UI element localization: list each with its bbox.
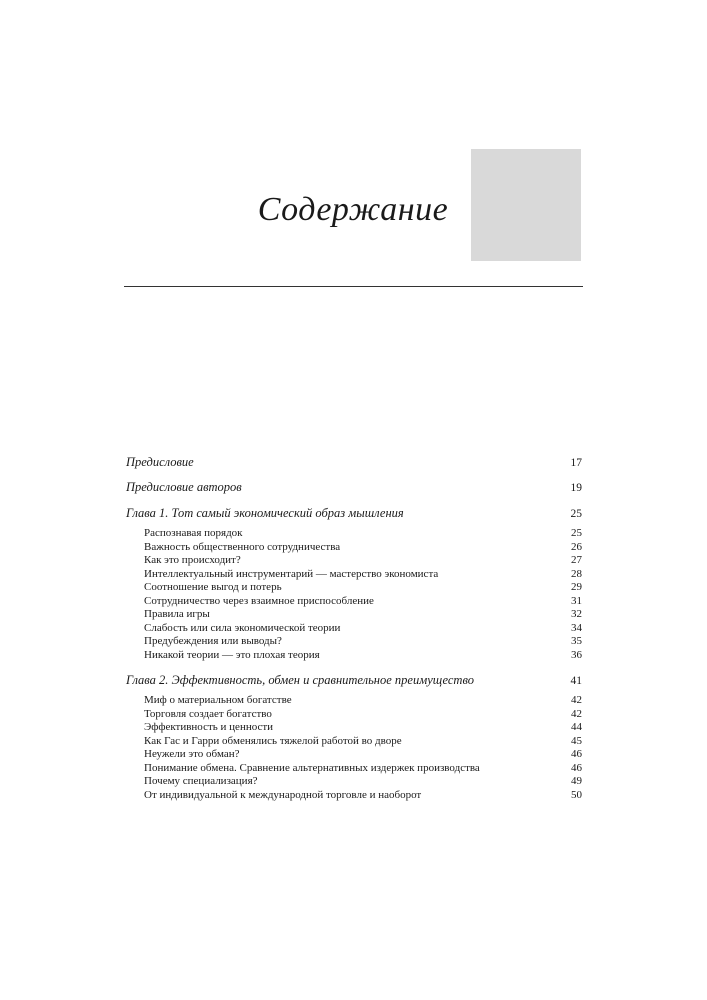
toc-item[interactable] xyxy=(126,608,582,622)
toc-item-label: Распознавая порядок xyxy=(144,527,243,539)
toc-item-page: 49 xyxy=(571,775,582,787)
toc-item[interactable] xyxy=(126,708,582,722)
toc-item[interactable] xyxy=(126,735,582,749)
toc-item-label: Эффективность и ценности xyxy=(144,721,274,733)
toc-item-page: 28 xyxy=(571,567,582,580)
toc-item-page: 44 xyxy=(571,721,582,733)
toc-item[interactable] xyxy=(126,581,582,595)
toc-item[interactable] xyxy=(126,595,582,609)
toc-entry-page: 17 xyxy=(570,457,582,469)
toc-item-page: 42 xyxy=(571,694,582,706)
toc-item[interactable] xyxy=(126,568,582,582)
toc-item-page: 32 xyxy=(571,608,582,620)
toc-item-page: 26 xyxy=(571,540,582,553)
toc-item-page: 50 xyxy=(571,788,582,801)
toc-item-label: Правила игры xyxy=(144,608,210,620)
title-divider xyxy=(124,286,583,287)
toc-item-page: 25 xyxy=(571,527,582,539)
toc-item[interactable] xyxy=(126,721,582,735)
toc-item[interactable] xyxy=(126,762,582,776)
toc-item-label: Торговля создает богатство xyxy=(144,707,272,720)
toc-item-label: Соотношение выгод и потерь xyxy=(144,581,282,593)
toc-item[interactable] xyxy=(126,748,582,762)
toc-item-page: 29 xyxy=(571,581,582,593)
toc-item-label: Почему специализация? xyxy=(144,775,258,787)
toc-item[interactable] xyxy=(126,789,582,803)
toc-entry-authors-preface[interactable] xyxy=(126,477,582,497)
toc-chapter-2[interactable] xyxy=(126,670,582,690)
toc-item[interactable] xyxy=(126,622,582,636)
toc-chapter-label: Глава 1. Тот самый экономический образ мышления xyxy=(126,506,404,520)
toc-chapter-page: 41 xyxy=(570,675,582,687)
toc-entry-label: Предисловие авторов xyxy=(126,480,242,494)
toc-item-page: 34 xyxy=(571,621,582,634)
toc-item-label: Слабость или сила экономической теории xyxy=(144,621,341,634)
toc-item-page: 42 xyxy=(571,707,582,720)
toc-chapter-page: 25 xyxy=(570,508,582,520)
toc-item[interactable] xyxy=(126,649,582,663)
toc-item-page: 35 xyxy=(571,635,582,647)
toc-item-page: 46 xyxy=(571,748,582,760)
toc-item-label: Сотрудничество через взаимное приспособление xyxy=(144,594,374,607)
toc-item[interactable] xyxy=(126,694,582,708)
toc-chapter-1[interactable] xyxy=(126,503,582,523)
decorative-gray-box xyxy=(471,149,581,261)
toc-item-label: Предубеждения или выводы? xyxy=(144,635,282,647)
toc-chapter-label: Глава 2. Эффективность, обмен и сравнительное преимущество xyxy=(126,673,474,687)
toc-entry-label: Предисловие xyxy=(126,455,194,469)
toc-item[interactable] xyxy=(126,541,582,555)
toc-item-label: Понимание обмена. Сравнение альтернативных издержек производства xyxy=(144,761,480,774)
toc-item-page: 36 xyxy=(571,648,582,661)
toc-entry-page: 19 xyxy=(570,482,582,494)
page-title: Содержание xyxy=(257,191,449,228)
toc-item-label: Как это происходит? xyxy=(144,554,241,566)
toc-item[interactable] xyxy=(126,554,582,568)
toc-item-label: Важность общественного сотрудничества xyxy=(144,540,341,553)
table-of-contents xyxy=(126,452,582,802)
toc-item-label: Никакой теории — это плохая теория xyxy=(144,648,320,661)
toc-item-page: 45 xyxy=(571,734,582,747)
toc-item-label: Интеллектуальный инструментарий — мастерство экономиста xyxy=(144,567,439,580)
toc-item-label: Как Гас и Гарри обменялись тяжелой работой во дворе xyxy=(144,734,402,747)
toc-item-page: 46 xyxy=(571,761,582,774)
toc-item-label: Неужели это обман? xyxy=(144,748,240,760)
toc-item-page: 27 xyxy=(571,554,582,566)
toc-item[interactable] xyxy=(126,635,582,649)
toc-item[interactable] xyxy=(126,775,582,789)
toc-item-label: От индивидуальной к международной торговле и наоборот xyxy=(144,788,422,801)
toc-item-page: 31 xyxy=(571,594,582,607)
toc-item-label: Миф о материальном богатстве xyxy=(144,694,292,706)
toc-item[interactable] xyxy=(126,527,582,541)
toc-entry-preface[interactable] xyxy=(126,452,582,472)
